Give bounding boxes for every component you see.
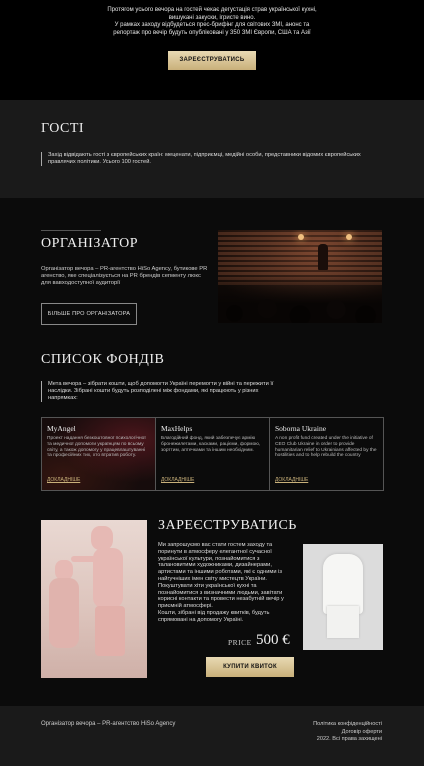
intro-line: репортаж про вечір будуть опубліковані у 350 ЗМІ Європи, США та Азії [113,29,311,36]
fashion-photo [303,544,383,650]
intro-section [0,0,424,100]
organizer-text: Організатор вечора – PR-агентство HiSo Agency, бутикове PR агенство, яке спеціалізується на PR брендів сегменту люкс для вавходоступної аудиторії [41,266,208,286]
fund-card-myangel [42,418,156,490]
register-button-top[interactable]: ЗАРЕЄСТРУВАТИСЬ [168,51,256,70]
fund-card-soborna-ukraine [270,418,383,490]
funds-title: СПИСОК ФОНДІВ [41,352,165,367]
photo-lamp [346,234,352,240]
fund-card-title: MyAngel [47,424,76,433]
divider [41,230,101,231]
photo-crowd [218,275,382,323]
intro-line: Протягом усього вечора на гостей чекає дегустація страв української кухні, [107,7,317,13]
sculpture-dress [95,606,125,656]
fund-card-title: MaxHelps [161,424,193,433]
offer-agreement-link[interactable]: Договір оферти [341,728,382,735]
sculpture-arm [71,556,97,562]
fund-card-more-link[interactable]: ДОКЛАДНІШЕ [47,477,81,483]
sculpture-photo [41,520,147,678]
guests-text: Захід відвідають гості з європейських країн: меценати, підприємці, медійні особи, представники відомих європейських правлячих політики. Усього 100 гостей. [41,152,388,166]
fund-card-title: Soborna Ukraine [275,424,327,433]
buy-ticket-button[interactable]: КУПИТИ КВИТОК [206,657,294,677]
organizer-title: ОРГАНІЗАТОР [41,236,139,251]
privacy-policy-link[interactable]: Політика конфіденційності [313,721,382,727]
intro-line: У рамках заходу відбудеться прес-брифінг для світових ЗМІ, анонс та [114,22,310,28]
copyright: 2022. Всі права захищені [316,736,382,742]
fund-card-more-link[interactable]: ДОКЛАДНІШЕ [275,477,309,483]
organizer-event-photo [218,230,382,323]
funds-text: Мета вечора – зібрати кошти, щоб допомогти Україні перемогти у війні та пережити її наслідки. Зібрані кошти будуть розподілені між фондами, які працюють у різних напрямках: [41,381,284,402]
fund-cards [41,417,384,491]
sculpture-head [55,560,73,580]
photo-lamp [298,234,304,240]
footer-organizer: Організатор вечора – PR-агентство HiSo Agency [41,721,176,727]
price-value: 500 € [256,632,290,648]
photo-skirt [327,606,359,638]
register-title: ЗАРЕЄСТРУВАТИСЬ [158,518,297,533]
intro-line: вишукані закуски, ігристе вино. [168,14,256,21]
guests-section [0,100,424,198]
fund-card-text: Благодійний фонд, який забезпечує армію бронежилетами, касками, рацієми, формою, зорттим, аптечками та іншим необхідним. [161,436,261,453]
photo-speaker [318,244,328,270]
fund-card-maxhelps [156,418,270,490]
sculpture-body [93,548,123,608]
more-about-organizer-button[interactable]: БІЛЬШЕ ПРО ОРГАНІЗАТОРА [41,303,137,325]
footer [0,706,424,766]
fund-card-more-link[interactable]: ДОКЛАДНІШЕ [161,477,195,483]
sculpture-body [49,578,79,648]
register-text: Ми запрошуємо вас стати гостем заходу та поринути в атмосферу елегантної сучасної української культури, познайомитися з талановитими художниками, дизайнерами, артистами та іншими роботами, які є одними із найгучніших імен світу мистецтв України. Покуштувати хіти української кухні та познайомитися з визначними людьми, завітати корисні контакти та провести незабутній вечір у приємній атмосфері. Кошти, зібрані від продажу квитків, будуть спрямовані на допомогу Україні. [158,542,284,623]
fund-card-text: Проект надання безкоштовної психологічної та медичної допомоги українцям по всьому світу, а також допомогу у працевлаштуванні та професійних тих, хто втратив роботу. [47,436,146,459]
price-label: PRICE [228,638,252,647]
intro-text [80,7,344,37]
guests-title: ГОСТІ [41,121,85,136]
sculpture-head [91,526,113,550]
fund-card-text: A non profit fund created under the initiative of CEO Club Ukraine in order to provide humanitarian relief to Ukrainians affected by the hostilities and to help rebuild the country [275,436,377,459]
footer-links [313,721,382,744]
photo-coat [323,554,363,614]
